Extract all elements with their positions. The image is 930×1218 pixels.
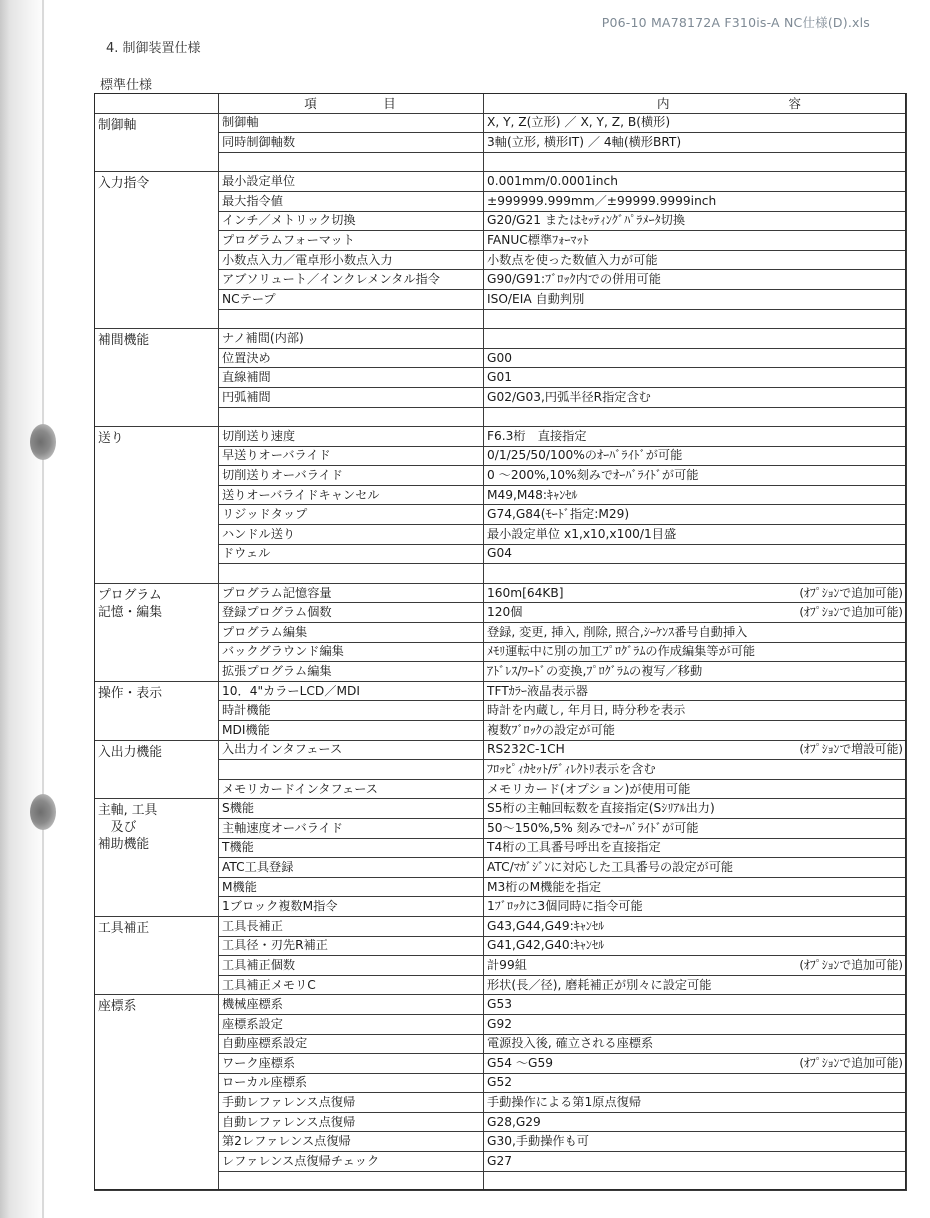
item-cell: ナノ補間(内部)	[219, 329, 484, 349]
item-cell: 工具補正個数	[219, 956, 484, 976]
item-cell: 時計機能	[219, 701, 484, 721]
content-value: RS232C-1CH	[487, 742, 565, 757]
item-cell: プログラムフォーマット	[219, 231, 484, 251]
item-cell: メモリカードインタフェース	[219, 779, 484, 799]
content-value: 50～150%,5% 刻みでｵｰﾊﾞﾗｲﾄﾞが可能	[487, 820, 699, 835]
content-value: 0/1/25/50/100%のｵｰﾊﾞﾗｲﾄﾞが可能	[487, 448, 683, 463]
content-value: ATC/ﾏｶﾞｼﾞﾝに対応した工具番号の設定が可能	[487, 859, 734, 874]
content-value: M49,M48:ｷｬﾝｾﾙ	[487, 487, 578, 502]
header-content-char: 内	[657, 95, 672, 111]
content-value: G41,G42,G40:ｷｬﾝｾﾙ	[487, 938, 605, 953]
item-cell: 工具補正メモリC	[219, 975, 484, 995]
category-label: 制御軸	[98, 117, 137, 133]
category-label: 補間機能	[98, 333, 150, 349]
content-value: ±999999.999mm／±99999.9999inch	[487, 193, 717, 208]
item-cell: 機械座標系	[219, 995, 484, 1015]
item-cell: バックグラウンド編集	[219, 642, 484, 662]
content-value: G74,G84(ﾓｰﾄﾞ指定:M29)	[487, 507, 630, 522]
content-value: 最小設定単位 x1,x10,x100/1目盛	[487, 526, 677, 541]
item-cell: MDI機能	[219, 721, 484, 741]
option-note: (ｵﾌﾟｼｮﾝで追加可能)	[799, 957, 903, 972]
content-value: 計99組	[487, 957, 527, 972]
content-value: 160m[64KB]	[487, 585, 564, 600]
item-cell: 工具長補正	[219, 916, 484, 936]
content-value: 登録, 変更, 挿入, 削除, 照合,ｼｰｹﾝｽ番号自動挿入	[487, 624, 748, 639]
category-label: 座標系	[98, 999, 137, 1015]
content-value: 時計を内蔵し, 年月日, 時分秒を表示	[487, 703, 686, 718]
content-value: 小数点を使った数値入力が可能	[487, 252, 658, 267]
item-cell: 主軸速度オーバライド	[219, 818, 484, 838]
binder-hole	[30, 424, 56, 460]
item-cell: プログラム記憶容量	[219, 583, 484, 603]
content-value: ｱﾄﾞﾚｽ/ﾜｰﾄﾞの変換,ﾌﾟﾛｸﾞﾗﾑの複写／移動	[487, 664, 703, 679]
content-value: 形状(長／径), 磨耗補正が別々に設定可能	[487, 977, 712, 992]
content-value: 120個	[487, 605, 523, 620]
item-cell: 送りオーバライドキャンセル	[219, 485, 484, 505]
item-cell: 切削送り速度	[219, 427, 484, 447]
content-value: G28,G29	[487, 1114, 541, 1129]
content-value: G54 ～G59	[487, 1055, 553, 1070]
item-cell: 直線補間	[219, 368, 484, 388]
category-label: 送り	[98, 431, 124, 447]
page-edge-shadow	[0, 0, 46, 1218]
content-value: X, Y, Z(立形) ／ X, Y, Z, B(横形)	[487, 115, 671, 130]
item-cell: M機能	[219, 877, 484, 897]
item-cell: 制御軸	[219, 113, 484, 133]
content-value: FANUC標準ﾌｫｰﾏｯﾄ	[487, 232, 589, 247]
content-value: ﾌﾛｯﾋﾟｨｶｾｯﾄ/ﾃﾞｨﾚｸﾄﾘ表示を含む	[487, 761, 656, 776]
category-label: 及び	[98, 820, 137, 836]
item-cell: T機能	[219, 838, 484, 858]
item-cell: ドウェル	[219, 544, 484, 564]
category-label: 操作・表示	[98, 685, 162, 701]
content-value: 0 ～200%,10%刻みでｵｰﾊﾞﾗｲﾄﾞが可能	[487, 468, 699, 483]
content-value: TFTｶﾗｰ液晶表示器	[487, 683, 588, 698]
content-value: G43,G44,G49:ｷｬﾝｾﾙ	[487, 918, 605, 933]
category-label: 入出力機能	[98, 744, 162, 760]
content-value: 手動操作による第1原点復帰	[487, 1095, 642, 1110]
item-cell: 自動レファレンス点復帰	[219, 1112, 484, 1132]
item-cell: 座標系設定	[219, 1014, 484, 1034]
content-value: G00	[487, 350, 512, 365]
content-value: G01	[487, 370, 512, 385]
content-value: G02/G03,円弧半径R指定含む	[487, 389, 651, 404]
content-value: メモリカード(オプション)が使用可能	[487, 781, 691, 796]
item-cell: 入出力インタフェース	[219, 740, 484, 760]
item-cell: レファレンス点復帰チェック	[219, 1152, 484, 1172]
option-note: (ｵﾌﾟｼｮﾝで追加可能)	[799, 585, 903, 600]
item-cell: 最大指令値	[219, 191, 484, 211]
item-cell: 最小設定単位	[219, 172, 484, 192]
item-cell: アブソリュート／インクレメンタル指令	[219, 270, 484, 290]
option-note: (ｵﾌﾟｼｮﾝで増設可能)	[799, 742, 903, 757]
item-cell: ハンドル送り	[219, 525, 484, 545]
content-value: G20/G21 またはｾｯﾃｨﾝｸﾞﾊﾟﾗﾒｰﾀ切換	[487, 213, 686, 228]
header-item-char: 目	[383, 95, 398, 111]
item-cell: 位置決め	[219, 348, 484, 368]
content-value: G30,手動操作も可	[487, 1134, 589, 1149]
content-value: G04	[487, 546, 512, 561]
category-label: 工具補正	[98, 920, 150, 936]
item-cell: 早送りオーバライド	[219, 446, 484, 466]
option-note: (ｵﾌﾟｼｮﾝで追加可能)	[799, 605, 903, 620]
content-value: F6.3桁 直接指定	[487, 428, 587, 443]
item-cell: 円弧補間	[219, 387, 484, 407]
file-title: P06-10 MA78172A F310is-A NC仕様(D).xls	[601, 15, 870, 30]
content-value: 電源投入後, 確立される座標系	[487, 1036, 654, 1051]
header-content-char: 容	[788, 95, 803, 111]
item-cell: 1ブロック複数M指令	[219, 897, 484, 917]
table-outer-border	[94, 93, 906, 1190]
item-cell: 自動座標系設定	[219, 1034, 484, 1054]
item-cell: 小数点入力／電卓形小数点入力	[219, 250, 484, 270]
content-value: 1ﾌﾞﾛｯｸに3個同時に指令可能	[487, 899, 643, 914]
content-value: 複数ﾌﾞﾛｯｸの設定が可能	[487, 722, 615, 737]
content-value: G90/G91:ﾌﾞﾛｯｸ内での併用可能	[487, 272, 661, 287]
content-value: T4桁の工具番号呼出を直接指定	[487, 840, 661, 855]
category-label: 入力指令	[98, 176, 150, 192]
item-cell: プログラム編集	[219, 623, 484, 643]
header-item-char: 項	[304, 95, 319, 111]
item-cell: ワーク座標系	[219, 1054, 484, 1074]
item-cell: NCテープ	[219, 289, 484, 309]
content-value: G53	[487, 997, 512, 1012]
content-value: ISO/EIA 自動判別	[487, 291, 585, 306]
section-title: 4. 制御装置仕様	[106, 41, 201, 56]
item-cell: 同時制御軸数	[219, 133, 484, 153]
item-cell: 拡張プログラム編集	[219, 662, 484, 682]
page-edge-line	[42, 0, 44, 1218]
item-cell: 登録プログラム個数	[219, 603, 484, 623]
content-value: 3軸(立形, 横形IT) ／ 4軸(横形BRT)	[487, 134, 682, 149]
item-cell: 工具径・刃先R補正	[219, 936, 484, 956]
category-label: 補助機能	[98, 837, 150, 853]
item-cell: S機能	[219, 799, 484, 819]
content-value: S5桁の主軸回転数を直接指定(Sｼﾘｱﾙ出力)	[487, 801, 715, 816]
category-label: プログラム	[98, 587, 162, 603]
item-cell: ATC工具登録	[219, 858, 484, 878]
content-value: M3桁のM機能を指定	[487, 879, 602, 894]
item-cell: 手動レファレンス点復帰	[219, 1093, 484, 1113]
item-cell: インチ／メトリック切換	[219, 211, 484, 231]
category-label: 記憶・編集	[98, 604, 162, 620]
content-value: G52	[487, 1075, 512, 1090]
binder-hole	[30, 794, 56, 830]
content-value: G27	[487, 1153, 512, 1168]
item-cell: ローカル座標系	[219, 1073, 484, 1093]
option-note: (ｵﾌﾟｼｮﾝで追加可能)	[799, 1055, 903, 1070]
item-cell: 第2レファレンス点復帰	[219, 1132, 484, 1152]
content-value: ﾒﾓﾘ運転中に別の加工ﾌﾟﾛｸﾞﾗﾑの作成編集等が可能	[487, 644, 756, 659]
item-cell: 10．4"カラーLCD／MDI	[219, 681, 484, 701]
item-cell: 切削送りオーバライド	[219, 466, 484, 486]
category-label: 主軸, 工具	[98, 803, 158, 819]
subsection-title: 標準仕様	[100, 78, 153, 93]
content-value: G92	[487, 1016, 512, 1031]
content-value: 0.001mm/0.0001inch	[487, 174, 618, 189]
item-cell: リジッドタップ	[219, 505, 484, 525]
